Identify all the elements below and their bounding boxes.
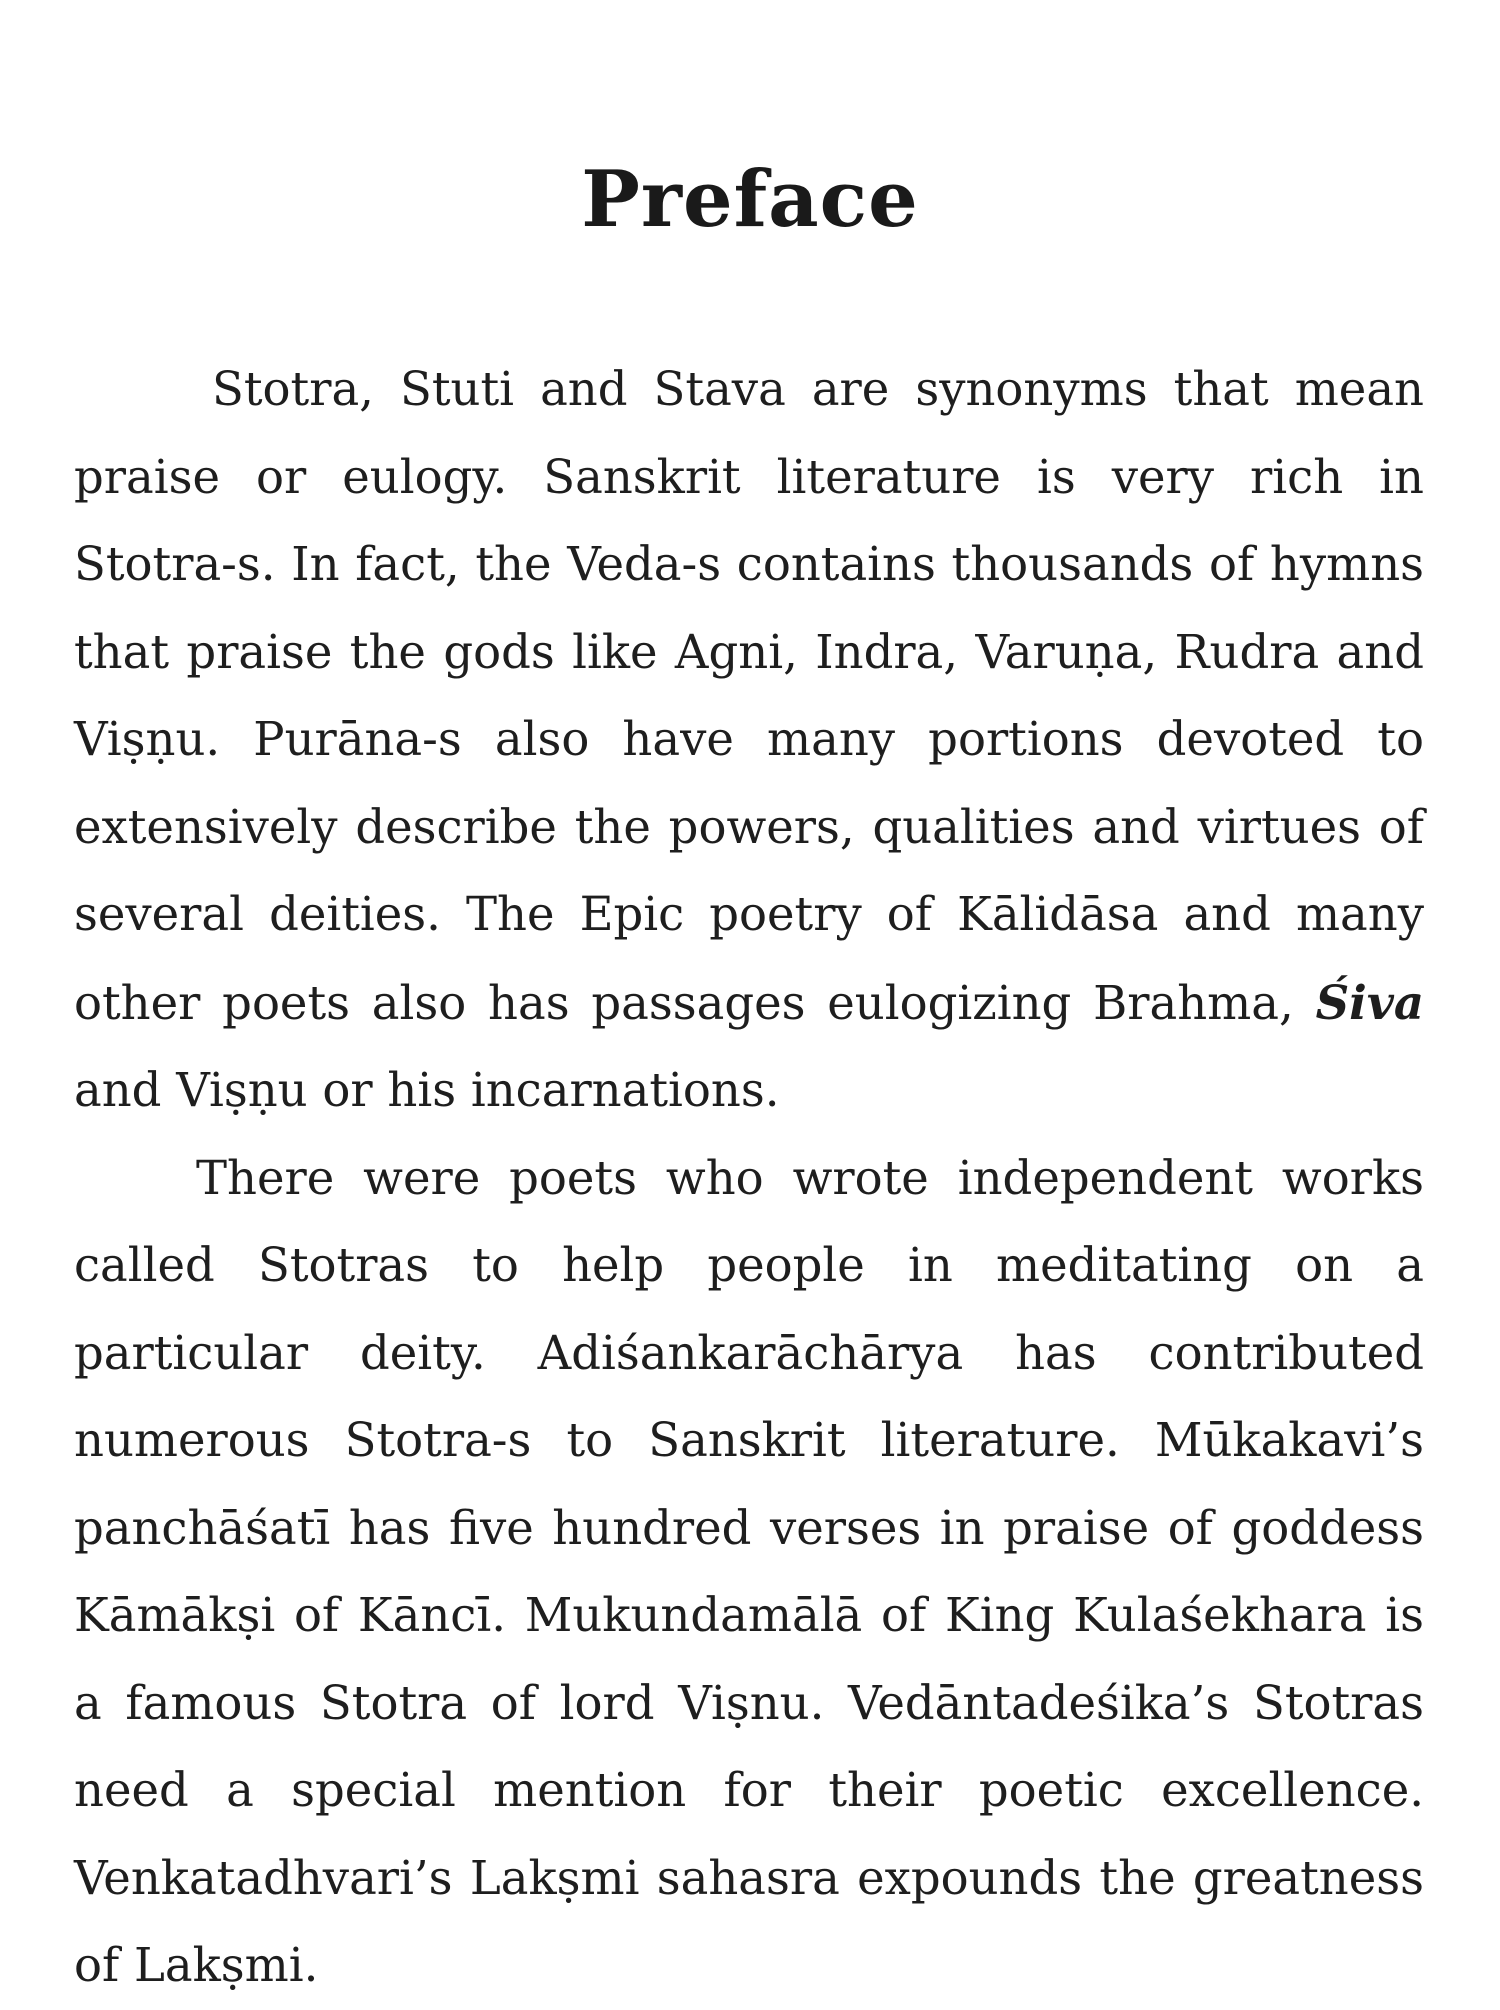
paragraph-1-ending: and Viṣṇu or his incarnations. [74, 1063, 780, 1117]
paragraph-1-text: Stotra, Stuti and Stava are synonyms that mean praise or eulogy. Sanskrit literature is very rich in Stotra-s. In fact, the Veda-s contains thousands of hymns that praise the gods like Agni, Indra, Varuṇa, Rudra and Viṣṇu. Purāna-s also have many portions devoted to extensively describe the powers, qualities and virtues of several deities. The Epic poetry of Kālidāsa and many other poets also has passages eulogizing Brahma, [74, 362, 1424, 1030]
preface-body [74, 346, 1424, 2010]
paragraph-1 [74, 346, 1424, 1135]
emphasized-term: Śiva [1315, 974, 1424, 1030]
paragraph-2: There were poets who wrote independent works called Stotras to help people in meditating on a particular deity. Adiśankarāchārya has contributed numerous Stotra-s to Sanskrit literature. Mūkakavi’s panchāśatī has five hundred verses in praise of goddess Kāmākṣi of Kāncī. Mukundamālā of King Kulaśekhara is a famous Stotra of lord Viṣnu. Vedāntadeśika’s Stotras need a special mention for their poetic excellence. Venkatadhvari’s Lakṣmi sahasra expounds the greatness of Lakṣmi. [74, 1150, 1424, 1992]
page-title: Preface [581, 154, 919, 245]
